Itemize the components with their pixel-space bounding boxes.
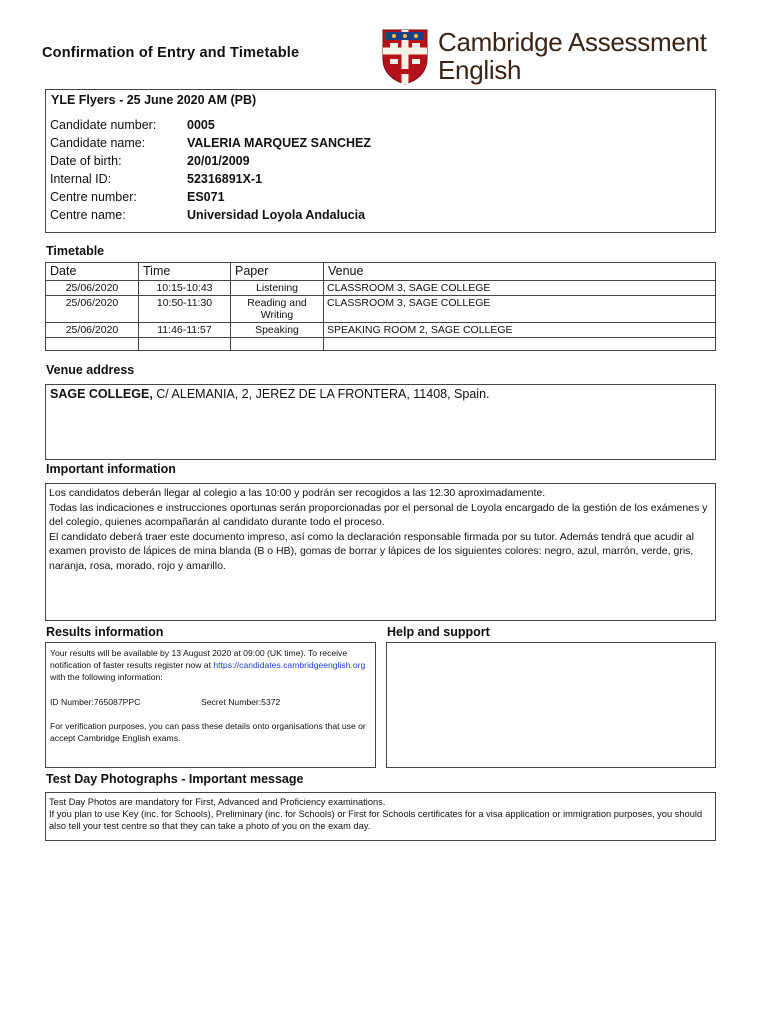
candidate-number-row bbox=[50, 118, 215, 136]
centre-name-row bbox=[50, 208, 365, 226]
cell-venue: CLASSROOM 3, SAGE COLLEGE bbox=[324, 296, 716, 323]
photo-line: If you plan to use Key (inc. for Schools), Preliminary (inc. for Schools) or First for Schools certificates for a visa application or immigration purposes, you should also tell your test centre so that they can take a photo of you on the exam day. bbox=[49, 809, 703, 831]
info-line: Los candidatos deberán llegar al colegio a las 10:00 y podrán ser recogidos a las 12.30 aproximadamente. bbox=[49, 487, 546, 499]
table-row bbox=[46, 323, 716, 338]
cell-empty bbox=[139, 338, 231, 351]
column-header-time: Time bbox=[139, 263, 231, 281]
secret-number: Secret Number:5372 bbox=[201, 696, 281, 707]
field-label: Candidate number: bbox=[50, 118, 157, 132]
id-number: ID Number:765087PPC bbox=[50, 696, 141, 707]
cell-time: 10:50-11:30 bbox=[139, 296, 231, 323]
cell-empty bbox=[324, 338, 716, 351]
important-information-box bbox=[45, 483, 716, 621]
candidates-link[interactable]: https://candidates.cambridgeenglish.org bbox=[213, 660, 366, 671]
column-header-venue: Venue bbox=[324, 263, 716, 281]
cell-time: 11:46-11:57 bbox=[139, 323, 231, 338]
field-label: Candidate name: bbox=[50, 136, 146, 150]
logo-line2: English bbox=[438, 55, 522, 85]
field-value: 0005 bbox=[187, 118, 215, 132]
table-row bbox=[46, 296, 716, 323]
cell-paper: Reading and Writing bbox=[231, 296, 324, 323]
column-header-date: Date bbox=[46, 263, 139, 281]
cell-date: 25/06/2020 bbox=[46, 323, 139, 338]
cell-date: 25/06/2020 bbox=[46, 296, 139, 323]
verification-text: For verification purposes, you can pass these details onto organisations that use or accept Cambridge English exams. bbox=[50, 720, 366, 744]
venue-address-box bbox=[45, 384, 716, 460]
field-value: 20/01/2009 bbox=[187, 154, 250, 168]
results-information-box bbox=[45, 642, 376, 768]
internal-id-row bbox=[50, 172, 262, 190]
results-followup-text: with the following information: bbox=[50, 672, 163, 683]
field-value: 52316891X-1 bbox=[187, 172, 263, 186]
table-row bbox=[46, 281, 716, 296]
cell-venue: CLASSROOM 3, SAGE COLLEGE bbox=[324, 281, 716, 296]
photo-line: Test Day Photos are mandatory for First, Advanced and Proficiency examinations. bbox=[49, 797, 386, 807]
cell-date: 25/06/2020 bbox=[46, 281, 139, 296]
exam-title: YLE Flyers - 25 June 2020 AM (PB) bbox=[51, 93, 257, 107]
cell-empty bbox=[46, 338, 139, 351]
document-title: Confirmation of Entry and Timetable bbox=[42, 45, 300, 61]
field-label: Date of birth: bbox=[50, 154, 122, 168]
timetable-heading: Timetable bbox=[46, 244, 105, 258]
venue-address-heading: Venue address bbox=[46, 363, 135, 377]
venue-street: C/ ALEMANIA, 2, JEREZ DE LA FRONTERA, 11408, Spain. bbox=[152, 387, 490, 401]
help-support-heading: Help and support bbox=[387, 625, 490, 639]
logo-line1: Cambridge Assessment bbox=[438, 27, 707, 57]
results-information-text bbox=[50, 647, 371, 744]
cell-empty bbox=[231, 338, 324, 351]
results-information-heading: Results information bbox=[46, 625, 164, 639]
test-day-photos-box bbox=[45, 792, 716, 841]
help-support-box bbox=[386, 642, 716, 768]
cell-paper: Speaking bbox=[231, 323, 324, 338]
table-header-row bbox=[46, 263, 716, 281]
field-value: VALERIA MARQUEZ SANCHEZ bbox=[187, 136, 372, 150]
field-value: ES071 bbox=[187, 190, 225, 204]
timetable-table bbox=[45, 262, 716, 351]
field-label: Internal ID: bbox=[50, 172, 112, 186]
table-row-empty bbox=[46, 338, 716, 351]
venue-address-text bbox=[50, 387, 490, 401]
test-day-photos-text bbox=[49, 796, 715, 832]
cell-paper: Listening bbox=[231, 281, 324, 296]
field-label: Centre name: bbox=[50, 208, 126, 222]
column-header-paper: Paper bbox=[231, 263, 324, 281]
important-information-text bbox=[49, 486, 711, 574]
centre-number-row bbox=[50, 190, 225, 208]
important-information-heading: Important information bbox=[46, 462, 176, 476]
info-line: El candidato deberá traer este documento impreso, así como la declaración responsable firmada por su tutor. Además tendrá que acudir al examen provisto de lápices de mina blanda (B o HB), gomas de borrar y lápices de los siguientes colores: negro, azul, marrón, verde, gris, naranja, rosa, morado, rojo y amarillo. bbox=[49, 530, 694, 572]
login-details-row bbox=[50, 696, 371, 708]
cell-venue: SPEAKING ROOM 2, SAGE COLLEGE bbox=[324, 323, 716, 338]
field-label: Centre number: bbox=[50, 190, 137, 204]
cambridge-shield-icon bbox=[382, 29, 428, 85]
venue-name: SAGE COLLEGE, bbox=[50, 387, 153, 401]
field-value: Universidad Loyola Andalucia bbox=[187, 208, 366, 222]
cambridge-logo bbox=[382, 28, 722, 86]
test-day-photos-heading: Test Day Photographs - Important message bbox=[46, 772, 304, 786]
date-of-birth-row bbox=[50, 154, 250, 172]
info-line: Todas las indicaciones e instrucciones oportunas serán proporcionadas por el personal de Loyola encargado de la gestión de los exámenes y del colegio, quienes acompañarán al candidato durante todo el proceso. bbox=[49, 501, 708, 529]
candidate-details-box bbox=[45, 89, 716, 233]
results-availability-text: Your results will be available by 13 August 2020 at 09:00 (UK time). To receive notification of faster results register now at bbox=[50, 648, 348, 671]
cell-time: 10:15-10:43 bbox=[139, 281, 231, 296]
candidate-name-row bbox=[50, 136, 371, 154]
